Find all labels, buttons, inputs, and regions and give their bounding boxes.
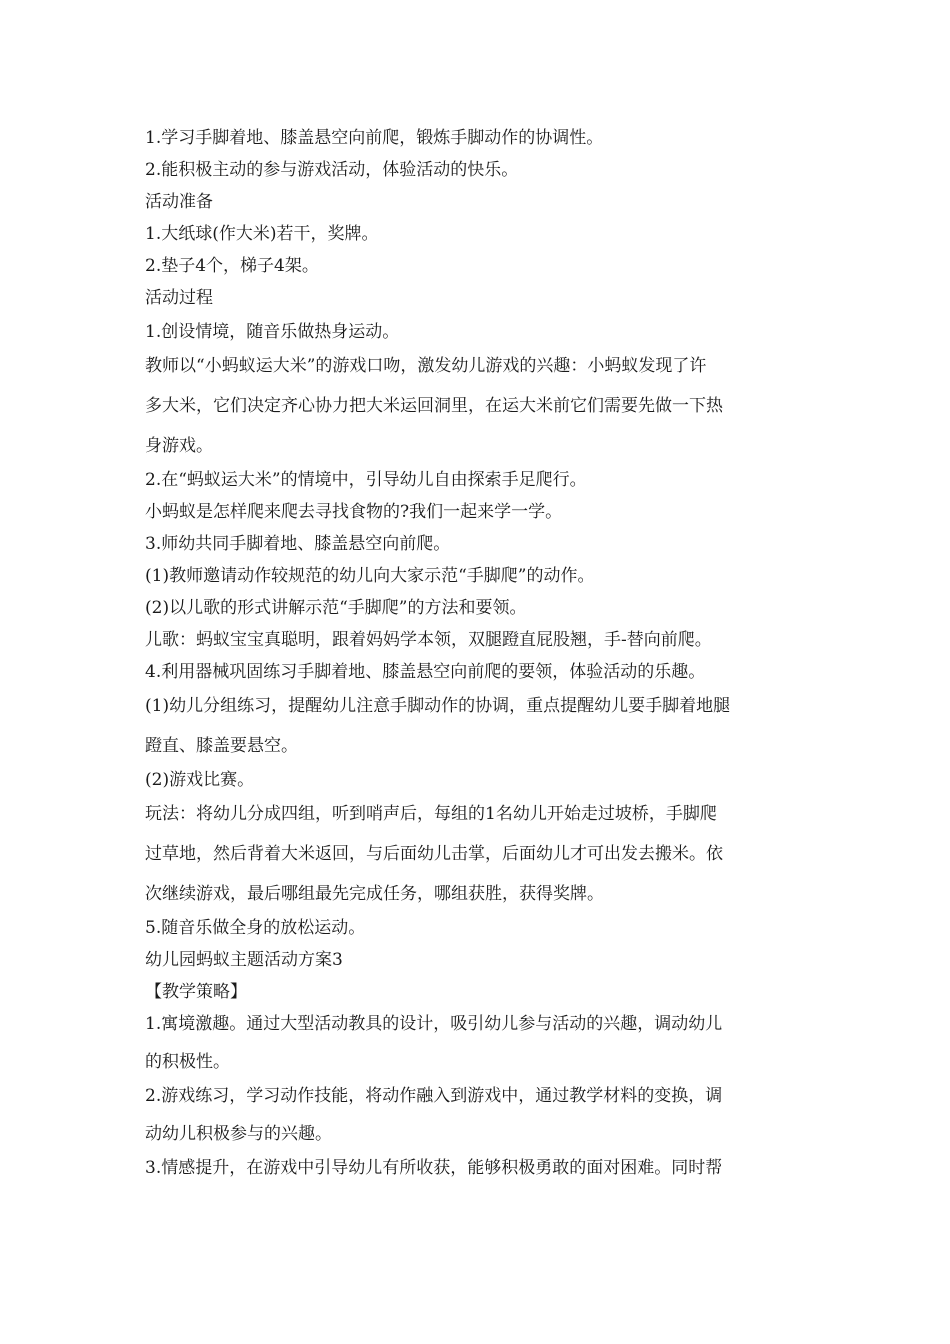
- text-line: 蹬直、膝盖要悬空。: [145, 736, 298, 756]
- text-line: 3.师幼共同手脚着地、膝盖悬空向前爬。: [145, 534, 451, 554]
- text-line: 玩法：将幼儿分成四组，听到哨声后，每组的1名幼儿开始走过坡桥，手脚爬: [145, 804, 717, 824]
- document-body: [145, 122, 807, 1184]
- text-line: (1)幼儿分组练习，提醒幼儿注意手脚动作的协调，重点提醒幼儿要手脚着地腿: [145, 696, 731, 716]
- text-line: 小蚂蚁是怎样爬来爬去寻找食物的?我们一起来学一学。: [145, 502, 563, 522]
- text-line: 3.情感提升，在游戏中引导幼儿有所收获，能够积极勇敢的面对困难。同时帮: [145, 1158, 723, 1178]
- text-line: 2.游戏练习，学习动作技能，将动作融入到游戏中，通过教学材料的变换，调: [145, 1086, 723, 1106]
- text-line: 1.创设情境，随音乐做热身运动。: [145, 322, 400, 342]
- text-line: 5.随音乐做全身的放松运动。: [145, 918, 366, 938]
- text-line: 2.能积极主动的参与游戏活动，体验活动的快乐。: [145, 160, 519, 180]
- text-line: 4.利用器械巩固练习手脚着地、膝盖悬空向前爬的要领，体验活动的乐趣。: [145, 662, 706, 682]
- text-line: 1.寓境激趣。通过大型活动教具的设计，吸引幼儿参与活动的兴趣，调动幼儿: [145, 1014, 723, 1034]
- text-line: 儿歌：蚂蚁宝宝真聪明，跟着妈妈学本领，双腿蹬直屁股翘，手-替向前爬。: [145, 630, 712, 650]
- text-line: (1)教师邀请动作较规范的幼儿向大家示范“手脚爬”的动作。: [145, 566, 595, 586]
- text-line: 的积极性。: [145, 1052, 230, 1072]
- text-line: 2.在“蚂蚁运大米”的情境中，引导幼儿自由探索手足爬行。: [145, 470, 587, 490]
- text-line: 多大米，它们决定齐心协力把大米运回洞里，在运大米前它们需要先做一下热: [145, 396, 723, 416]
- section-title: 幼儿园蚂蚁主题活动方案3: [145, 950, 343, 970]
- text-line: 动幼儿积极参与的兴趣。: [145, 1124, 332, 1144]
- text-line: 身游戏。: [145, 436, 213, 456]
- text-line: (2)以儿歌的形式讲解示范“手脚爬”的方法和要领。: [145, 598, 527, 618]
- section-heading: 【教学策略】: [145, 982, 247, 1002]
- text-line: 1.大纸球(作大米)若干，奖牌。: [145, 224, 379, 244]
- section-heading: 活动准备: [145, 192, 213, 212]
- text-line: 过草地，然后背着大米返回，与后面幼儿击掌，后面幼儿才可出发去搬米。依: [145, 844, 723, 864]
- text-line: 2.垫子4个，梯子4架。: [145, 256, 319, 276]
- text-line: 1.学习手脚着地、膝盖悬空向前爬，锻炼手脚动作的协调性。: [145, 128, 604, 148]
- section-heading: 活动过程: [145, 288, 213, 308]
- text-line: (2)游戏比赛。: [145, 770, 255, 790]
- text-line: 教师以“小蚂蚁运大米”的游戏口吻，激发幼儿游戏的兴趣：小蚂蚁发现了许: [145, 356, 707, 376]
- text-line: 次继续游戏，最后哪组最先完成任务，哪组获胜，获得奖牌。: [145, 884, 604, 904]
